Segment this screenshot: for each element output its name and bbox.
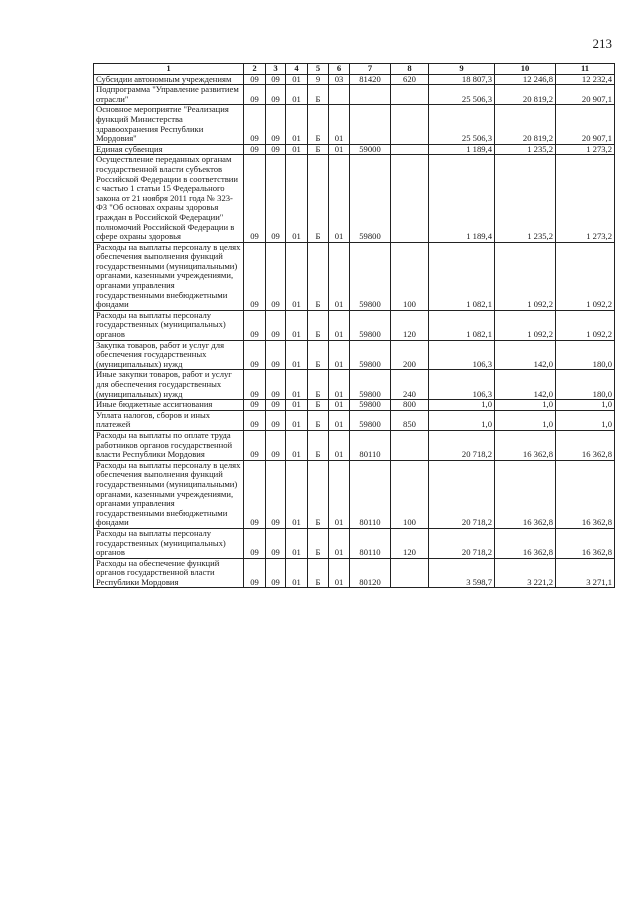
table-row <box>94 528 615 558</box>
column-header: 8 <box>391 64 429 75</box>
cell-c9: 20 718,2 <box>429 528 495 558</box>
cell-c11: 1 273,2 <box>556 144 615 155</box>
cell-c4: 01 <box>286 74 308 85</box>
cell-c4: 01 <box>286 155 308 242</box>
cell-c7: 59800 <box>350 340 391 370</box>
row-label: Расходы на выплаты персоналу государственных (муниципальных) органов <box>94 528 244 558</box>
cell-c4: 01 <box>286 528 308 558</box>
cell-c10: 142,0 <box>495 340 556 370</box>
table-row <box>94 85 615 105</box>
row-label: Расходы на обеспечение функций органов государственной власти Республики Мордовия <box>94 558 244 588</box>
cell-c3: 09 <box>266 105 286 144</box>
row-label: Иные бюджетные ассигнования <box>94 400 244 411</box>
cell-c10: 1 235,2 <box>495 144 556 155</box>
cell-c2: 09 <box>244 410 266 430</box>
cell-c5: Б <box>308 558 329 588</box>
table-row <box>94 558 615 588</box>
cell-c5: Б <box>308 528 329 558</box>
cell-c7: 80110 <box>350 430 391 460</box>
table-row <box>94 74 615 85</box>
cell-c2: 09 <box>244 85 266 105</box>
cell-c8: 100 <box>391 242 429 310</box>
cell-c7: 59800 <box>350 400 391 411</box>
cell-c8: 120 <box>391 310 429 340</box>
cell-c10: 1,0 <box>495 410 556 430</box>
cell-c7 <box>350 85 391 105</box>
cell-c7: 81420 <box>350 74 391 85</box>
cell-c2: 09 <box>244 400 266 411</box>
cell-c4: 01 <box>286 430 308 460</box>
page-number: 213 <box>592 36 612 51</box>
cell-c8 <box>391 85 429 105</box>
cell-c10: 16 362,8 <box>495 528 556 558</box>
table-body <box>94 74 615 588</box>
cell-c6: 01 <box>329 400 350 411</box>
cell-c4: 01 <box>286 242 308 310</box>
cell-c11: 1 092,2 <box>556 310 615 340</box>
cell-c10: 1 092,2 <box>495 242 556 310</box>
cell-c6: 03 <box>329 74 350 85</box>
cell-c8 <box>391 155 429 242</box>
cell-c3: 09 <box>266 460 286 528</box>
cell-c4: 01 <box>286 460 308 528</box>
column-header: 9 <box>429 64 495 75</box>
cell-c9: 25 506,3 <box>429 85 495 105</box>
cell-c10: 12 246,8 <box>495 74 556 85</box>
cell-c9: 1 189,4 <box>429 155 495 242</box>
cell-c6 <box>329 85 350 105</box>
cell-c10: 1 092,2 <box>495 310 556 340</box>
cell-c8: 100 <box>391 460 429 528</box>
cell-c7: 80120 <box>350 558 391 588</box>
cell-c2: 09 <box>244 155 266 242</box>
cell-c3: 09 <box>266 410 286 430</box>
cell-c2: 09 <box>244 242 266 310</box>
cell-c4: 01 <box>286 370 308 400</box>
cell-c7: 59800 <box>350 410 391 430</box>
cell-c8: 620 <box>391 74 429 85</box>
cell-c5: Б <box>308 85 329 105</box>
cell-c9: 1,0 <box>429 400 495 411</box>
row-label: Расходы на выплаты по оплате труда работников органов государственной власти Республики Мордовия <box>94 430 244 460</box>
cell-c7: 59800 <box>350 370 391 400</box>
column-header: 6 <box>329 64 350 75</box>
cell-c7 <box>350 105 391 144</box>
cell-c5: Б <box>308 310 329 340</box>
cell-c11: 180,0 <box>556 370 615 400</box>
cell-c11: 1 092,2 <box>556 242 615 310</box>
column-header: 5 <box>308 64 329 75</box>
cell-c6: 01 <box>329 430 350 460</box>
cell-c10: 1 235,2 <box>495 155 556 242</box>
cell-c8: 120 <box>391 528 429 558</box>
cell-c3: 09 <box>266 85 286 105</box>
cell-c3: 09 <box>266 400 286 411</box>
header-row <box>94 64 615 75</box>
table-row <box>94 242 615 310</box>
cell-c6: 01 <box>329 105 350 144</box>
cell-c11: 1,0 <box>556 400 615 411</box>
row-label: Расходы на выплаты персоналу в целях обеспечения выполнения функций государственными (муниципальными) органами, казенными учреждениями, органами управления государственными внебюджетными фондами <box>94 460 244 528</box>
cell-c2: 09 <box>244 430 266 460</box>
cell-c10: 142,0 <box>495 370 556 400</box>
row-label: Расходы на выплаты персоналу государственных (муниципальных) органов <box>94 310 244 340</box>
cell-c8 <box>391 105 429 144</box>
table-row <box>94 155 615 242</box>
cell-c2: 09 <box>244 340 266 370</box>
cell-c10: 16 362,8 <box>495 430 556 460</box>
cell-c3: 09 <box>266 370 286 400</box>
table-row <box>94 144 615 155</box>
cell-c2: 09 <box>244 370 266 400</box>
cell-c5: 9 <box>308 74 329 85</box>
table-row <box>94 460 615 528</box>
cell-c5: Б <box>308 144 329 155</box>
cell-c9: 1 082,1 <box>429 242 495 310</box>
cell-c4: 01 <box>286 85 308 105</box>
cell-c10: 1,0 <box>495 400 556 411</box>
table-row <box>94 340 615 370</box>
cell-c5: Б <box>308 430 329 460</box>
cell-c11: 180,0 <box>556 340 615 370</box>
cell-c2: 09 <box>244 310 266 340</box>
cell-c6: 01 <box>329 310 350 340</box>
cell-c6: 01 <box>329 370 350 400</box>
cell-c6: 01 <box>329 155 350 242</box>
row-label: Субсидии автономным учреждениям <box>94 74 244 85</box>
cell-c6: 01 <box>329 558 350 588</box>
cell-c4: 01 <box>286 144 308 155</box>
cell-c6: 01 <box>329 144 350 155</box>
table-row <box>94 310 615 340</box>
cell-c7: 59800 <box>350 242 391 310</box>
column-header: 11 <box>556 64 615 75</box>
cell-c11: 16 362,8 <box>556 460 615 528</box>
table-row <box>94 370 615 400</box>
column-header: 10 <box>495 64 556 75</box>
cell-c6: 01 <box>329 528 350 558</box>
table-row <box>94 105 615 144</box>
cell-c3: 09 <box>266 310 286 340</box>
cell-c9: 1 082,1 <box>429 310 495 340</box>
cell-c2: 09 <box>244 558 266 588</box>
cell-c7: 59800 <box>350 155 391 242</box>
cell-c4: 01 <box>286 340 308 370</box>
cell-c4: 01 <box>286 310 308 340</box>
cell-c3: 09 <box>266 528 286 558</box>
row-label: Единая субвенция <box>94 144 244 155</box>
cell-c9: 3 598,7 <box>429 558 495 588</box>
cell-c3: 09 <box>266 144 286 155</box>
row-label: Осуществление переданных органам государственной власти субъектов Российской Федерации в соответствии с частью 1 статьи 15 Федерального закона от 21 ноября 2011 года № 323-ФЗ "Об основах охраны здоровья граждан в Российской Федерации" полномочий Российской Федерации в сфере охраны здоровья <box>94 155 244 242</box>
row-label: Расходы на выплаты персоналу в целях обеспечения выполнения функций государственными (муниципальными) органами, казенными учреждениями, органами управления государственными внебюджетными фондами <box>94 242 244 310</box>
cell-c2: 09 <box>244 105 266 144</box>
cell-c9: 106,3 <box>429 340 495 370</box>
cell-c3: 09 <box>266 155 286 242</box>
cell-c5: Б <box>308 370 329 400</box>
row-label: Уплата налогов, сборов и иных платежей <box>94 410 244 430</box>
cell-c8: 800 <box>391 400 429 411</box>
cell-c3: 09 <box>266 430 286 460</box>
cell-c9: 1,0 <box>429 410 495 430</box>
cell-c8: 240 <box>391 370 429 400</box>
cell-c10: 16 362,8 <box>495 460 556 528</box>
cell-c8: 200 <box>391 340 429 370</box>
cell-c9: 20 718,2 <box>429 430 495 460</box>
cell-c5: Б <box>308 340 329 370</box>
cell-c7: 59800 <box>350 310 391 340</box>
cell-c7: 80110 <box>350 460 391 528</box>
cell-c9: 25 506,3 <box>429 105 495 144</box>
cell-c5: Б <box>308 155 329 242</box>
column-header: 4 <box>286 64 308 75</box>
cell-c8 <box>391 430 429 460</box>
cell-c5: Б <box>308 242 329 310</box>
cell-c5: Б <box>308 460 329 528</box>
row-label: Иные закупки товаров, работ и услуг для обеспечения государственных (муниципальных) нужд <box>94 370 244 400</box>
column-header: 1 <box>94 64 244 75</box>
cell-c3: 09 <box>266 340 286 370</box>
row-label: Подпрограмма "Управление развитием отрасли" <box>94 85 244 105</box>
cell-c11: 16 362,8 <box>556 528 615 558</box>
table-row <box>94 400 615 411</box>
cell-c5: Б <box>308 410 329 430</box>
cell-c10: 3 221,2 <box>495 558 556 588</box>
cell-c10: 20 819,2 <box>495 105 556 144</box>
cell-c6: 01 <box>329 410 350 430</box>
cell-c2: 09 <box>244 528 266 558</box>
cell-c10: 20 819,2 <box>495 85 556 105</box>
cell-c2: 09 <box>244 144 266 155</box>
cell-c8 <box>391 558 429 588</box>
cell-c3: 09 <box>266 558 286 588</box>
cell-c3: 09 <box>266 74 286 85</box>
cell-c4: 01 <box>286 410 308 430</box>
cell-c8: 850 <box>391 410 429 430</box>
table-row <box>94 410 615 430</box>
row-label: Основное мероприятие "Реализация функций Министерства здравоохранения Республики Мордовия" <box>94 105 244 144</box>
table-row <box>94 430 615 460</box>
cell-c2: 09 <box>244 74 266 85</box>
cell-c7: 59000 <box>350 144 391 155</box>
cell-c11: 20 907,1 <box>556 105 615 144</box>
row-label: Закупка товаров, работ и услуг для обеспечения государственных (муниципальных) нужд <box>94 340 244 370</box>
budget-table <box>93 63 615 588</box>
cell-c4: 01 <box>286 558 308 588</box>
cell-c4: 01 <box>286 105 308 144</box>
cell-c4: 01 <box>286 400 308 411</box>
cell-c6: 01 <box>329 460 350 528</box>
cell-c2: 09 <box>244 460 266 528</box>
cell-c9: 1 189,4 <box>429 144 495 155</box>
column-header: 7 <box>350 64 391 75</box>
cell-c11: 12 232,4 <box>556 74 615 85</box>
cell-c11: 1 273,2 <box>556 155 615 242</box>
cell-c11: 16 362,8 <box>556 430 615 460</box>
cell-c9: 20 718,2 <box>429 460 495 528</box>
cell-c6: 01 <box>329 242 350 310</box>
cell-c5: Б <box>308 400 329 411</box>
column-header: 2 <box>244 64 266 75</box>
cell-c6: 01 <box>329 340 350 370</box>
cell-c5: Б <box>308 105 329 144</box>
cell-c9: 106,3 <box>429 370 495 400</box>
cell-c3: 09 <box>266 242 286 310</box>
cell-c11: 20 907,1 <box>556 85 615 105</box>
cell-c11: 3 271,1 <box>556 558 615 588</box>
cell-c9: 18 807,3 <box>429 74 495 85</box>
cell-c11: 1,0 <box>556 410 615 430</box>
column-header: 3 <box>266 64 286 75</box>
cell-c7: 80110 <box>350 528 391 558</box>
cell-c8 <box>391 144 429 155</box>
